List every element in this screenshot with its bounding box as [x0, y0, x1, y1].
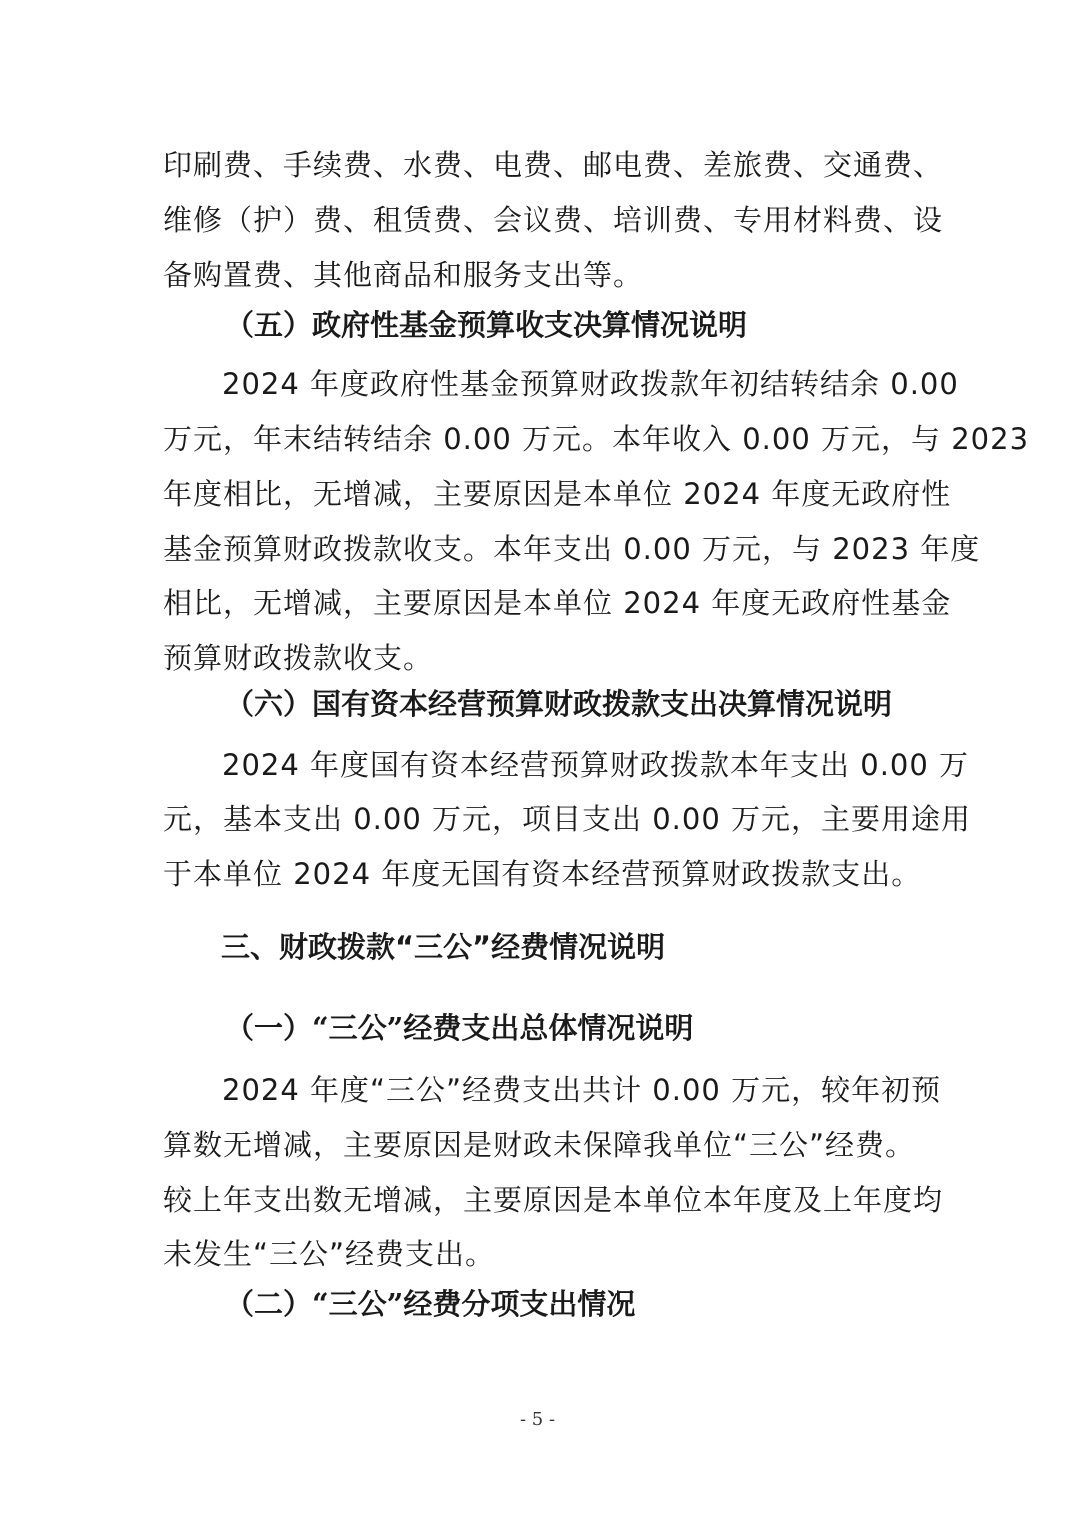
body-text-line: 印刷费、手续费、水费、电费、邮电费、差旅费、交通费、: [163, 148, 944, 182]
body-text-line: 基金预算财政拨款收支。本年支出 0.00 万元，与 2023 年度: [163, 532, 981, 566]
subsection-heading: （五）政府性基金预算收支决算情况说明: [225, 308, 748, 342]
body-text-line: 维修（护）费、租赁费、会议费、培训费、专用材料费、设: [163, 203, 944, 237]
body-text-line: 2024 年度国有资本经营预算财政拨款本年支出 0.00 万: [222, 748, 970, 782]
body-text-line: 于本单位 2024 年度无国有资本经营预算财政拨款支出。: [163, 857, 922, 891]
subsection-heading: （一）“三公”经费支出总体情况说明: [225, 1011, 694, 1045]
body-text-line: 预算财政拨款收支。: [163, 641, 434, 675]
subsection-heading: （六）国有资本经营预算财政拨款支出决算情况说明: [225, 687, 893, 721]
body-text-line: 年度相比，无增减，主要原因是本单位 2024 年度无政府性: [163, 477, 952, 511]
body-text-line: 备购置费、其他商品和服务支出等。: [163, 258, 644, 292]
body-text-line: 万元，年末结转结余 0.00 万元。本年收入 0.00 万元，与 2023: [163, 422, 1030, 456]
page-number: - 5 -: [519, 1409, 556, 1430]
body-text-line: 元，基本支出 0.00 万元，项目支出 0.00 万元，主要用途用: [163, 802, 972, 836]
body-text-line: 2024 年度“三公”经费支出共计 0.00 万元，较年初预: [222, 1073, 942, 1107]
subsection-heading: （二）“三公”经费分项支出情况: [225, 1287, 636, 1321]
body-text-line: 相比，无增减，主要原因是本单位 2024 年度无政府性基金: [163, 586, 952, 620]
body-text-line: 较上年支出数无增减，主要原因是本单位本年度及上年度均: [163, 1183, 944, 1217]
section-heading: 三、财政拨款“三公”经费情况说明: [221, 930, 666, 964]
body-text-line: 未发生“三公”经费支出。: [163, 1237, 496, 1271]
body-text-line: 2024 年度政府性基金预算财政拨款年初结转结余 0.00: [222, 367, 959, 401]
body-text-line: 算数无增减，主要原因是财政未保障我单位“三公”经费。: [163, 1128, 916, 1162]
